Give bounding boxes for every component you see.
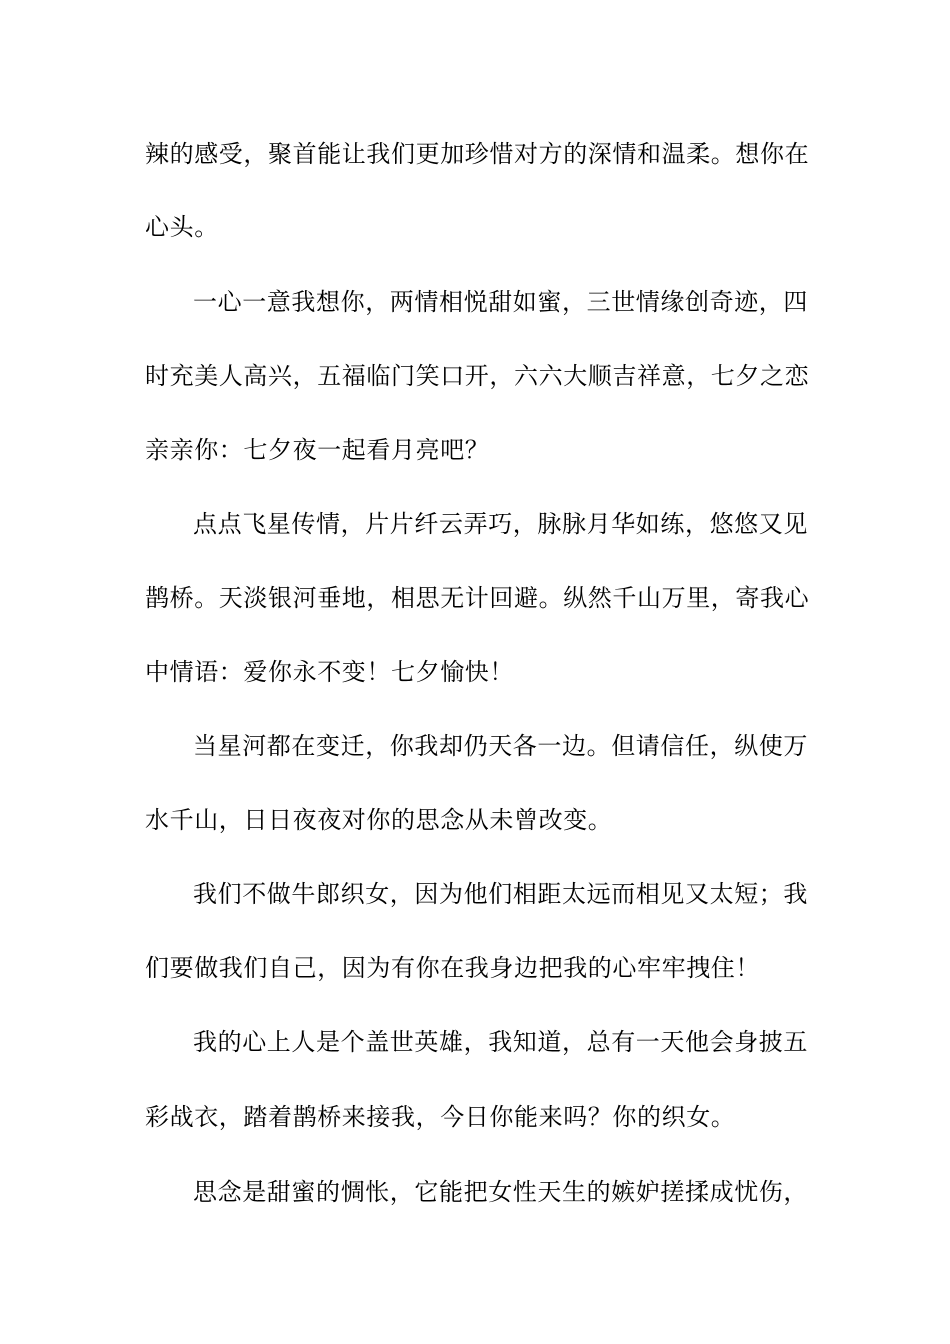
paragraph-2-line-3: 亲亲你：七夕夜一起看月亮吧？ — [145, 436, 490, 464]
paragraph-3-line-2: 鹊桥。天淡银河垂地，相思无计回避。纵然千山万里，寄我心 — [145, 584, 810, 612]
paragraph-1-line-2: 心头。 — [145, 213, 219, 241]
paragraph-6-line-1: 我的心上人是个盖世英雄，我知道，总有一天他会身披五 — [193, 1028, 808, 1056]
paragraph-5-line-2: 们要做我们自己，因为有你在我身边把我的心牢牢拽住！ — [145, 954, 760, 982]
paragraph-5-line-1: 我们不做牛郎织女，因为他们相距太远而相见又太短；我 — [193, 880, 808, 908]
paragraph-3-line-3: 中情语：爱你永不变！七夕愉快！ — [145, 658, 514, 686]
paragraph-1-line-1: 辣的感受，聚首能让我们更加珍惜对方的深情和温柔。想你在 — [145, 140, 810, 168]
paragraph-6-line-2: 彩战衣，踏着鹊桥来接我，今日你能来吗？你的织女。 — [145, 1103, 736, 1131]
paragraph-3-line-1: 点点飞星传情，片片纤云弄巧，脉脉月华如练，悠悠又见 — [193, 510, 808, 538]
paragraph-7-line-1: 思念是甜蜜的惆怅，它能把女性天生的嫉妒搓揉成忧伤， — [193, 1178, 808, 1206]
paragraph-4-line-1: 当星河都在变迁，你我却仍天各一边。但请信任，纵使万 — [193, 732, 808, 760]
paragraph-2-line-2: 时充美人高兴，五福临门笑口开，六六大顺吉祥意，七夕之恋 — [145, 362, 810, 390]
paragraph-4-line-2: 水千山，日日夜夜对你的思念从未曾改变。 — [145, 806, 613, 834]
paragraph-2-line-1: 一心一意我想你，两情相悦甜如蜜，三世情缘创奇迹，四 — [193, 288, 808, 316]
